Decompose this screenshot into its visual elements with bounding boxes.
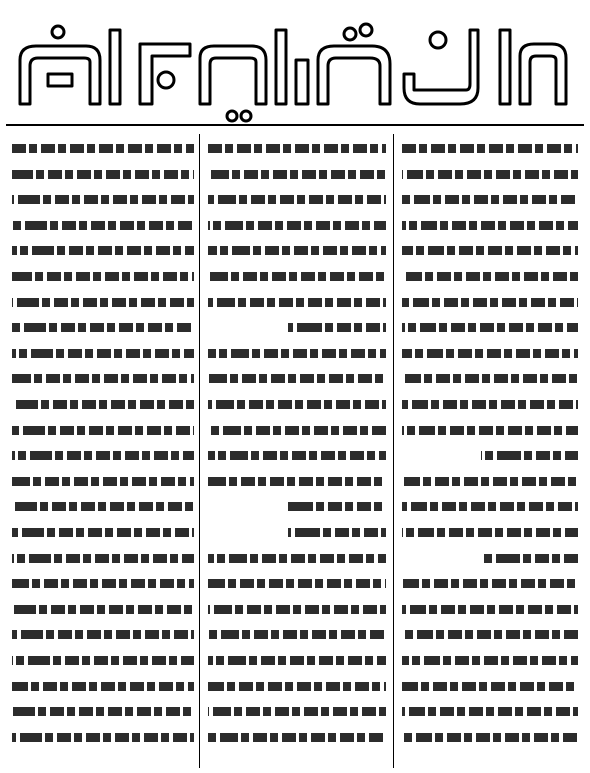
print-line [12,298,194,307]
print-line [208,707,386,716]
print-line [12,349,194,358]
print-line [402,170,578,179]
print-line [12,682,194,691]
print-line [208,477,386,486]
print-line [402,733,578,742]
print-line [208,426,386,435]
column-divider-right [393,134,394,768]
print-line [208,630,386,639]
print-line [208,170,386,179]
headline-banner [0,0,590,128]
print-line [402,349,578,358]
headline-rule [6,124,584,126]
print-line [208,451,386,460]
print-line [288,528,386,537]
print-line [208,605,386,614]
print-line [402,682,578,691]
print-line [12,272,194,281]
print-line [12,323,194,332]
print-line [402,605,578,614]
print-line [208,554,386,563]
print-line [208,733,386,742]
headline-lettering [0,0,590,128]
print-line [12,195,194,204]
print-line [208,246,386,255]
print-line [402,579,578,588]
print-line [402,323,578,332]
print-line [402,246,578,255]
print-line [208,144,386,153]
print-line [208,656,386,665]
print-line [12,246,194,255]
print-line [208,298,386,307]
print-line [12,554,194,563]
print-line [481,554,578,563]
print-line [12,221,194,230]
print-line [402,400,578,409]
print-line [208,195,386,204]
print-line [12,528,194,537]
print-line [12,477,194,486]
column-middle [206,136,386,766]
print-line [402,298,578,307]
print-line [402,502,578,511]
print-line [402,528,578,537]
print-line [12,630,194,639]
print-line [402,144,578,153]
print-line [12,656,194,665]
print-line [208,682,386,691]
print-line [208,579,386,588]
print-line [12,400,194,409]
column-right [400,136,578,766]
print-line [402,272,578,281]
print-line [481,451,578,460]
column-right-text-lines [400,136,578,766]
print-line [402,221,578,230]
print-line [208,374,386,383]
column-left-text-lines [10,136,194,766]
print-line [12,144,194,153]
print-line [208,221,386,230]
print-line [402,426,578,435]
print-line [12,733,194,742]
print-line [402,374,578,383]
print-line [402,707,578,716]
print-line [208,272,386,281]
print-line [402,195,578,204]
print-line [402,630,578,639]
column-divider-left [199,134,200,768]
print-line [402,656,578,665]
column-middle-text-lines [206,136,386,766]
print-line [288,502,386,511]
print-line [402,477,578,486]
print-line [208,349,386,358]
print-line [12,707,194,716]
print-line [12,426,194,435]
column-left [10,136,194,766]
print-line [288,323,386,332]
print-line [12,605,194,614]
print-line [208,400,386,409]
print-line [12,374,194,383]
print-line [12,170,194,179]
print-line [12,451,194,460]
print-line [12,579,194,588]
print-line [12,502,194,511]
